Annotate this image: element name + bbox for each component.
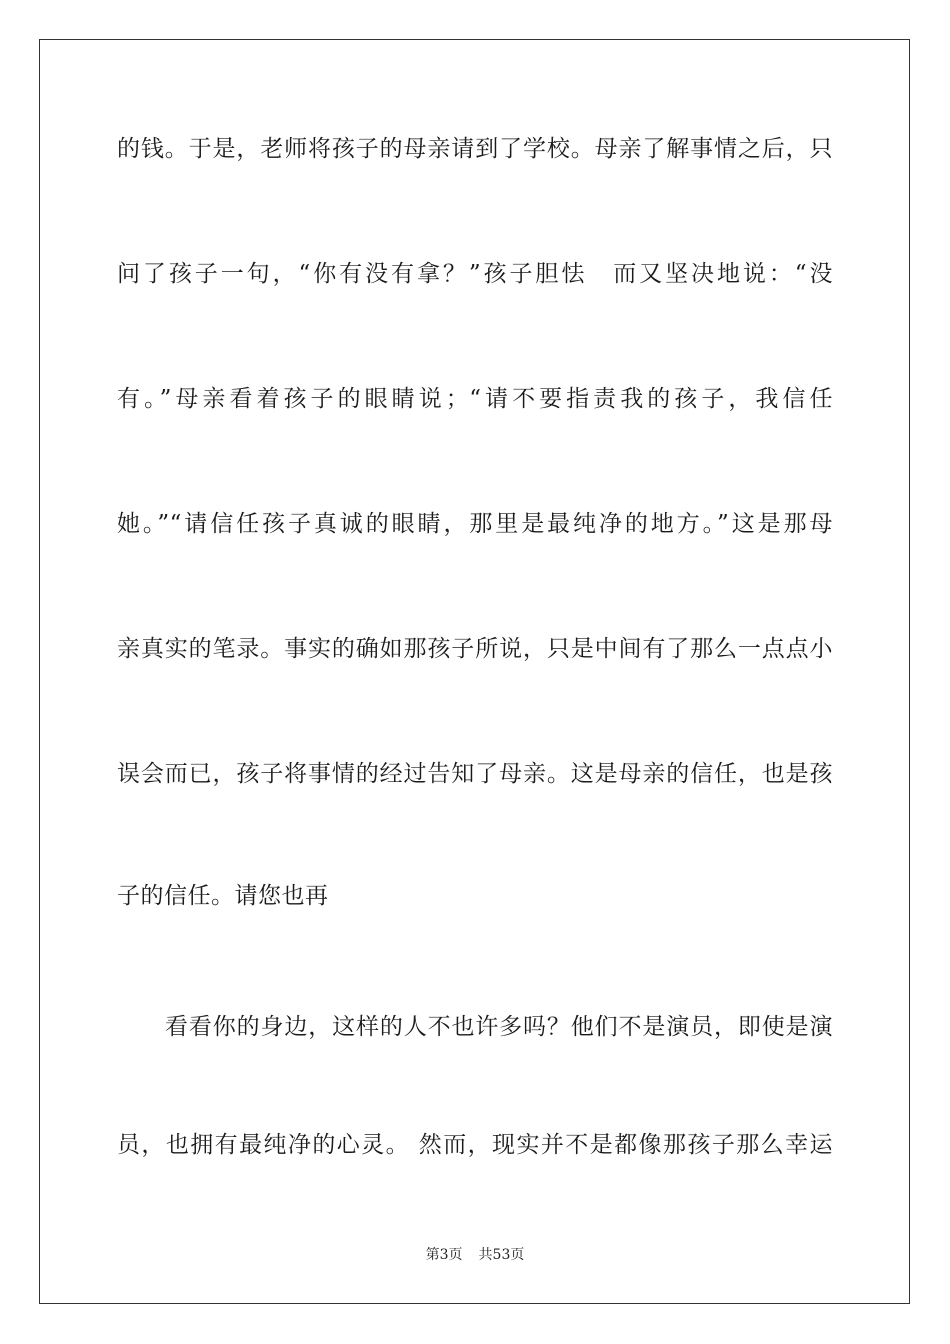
body-text-line-9: 员，也拥有最纯净的心灵。 然而，现实并不是都像那孩子那么幸运: [117, 1132, 833, 1158]
body-text-line-6: 误会而已，孩子将事情的经过告知了母亲。这是母亲的信任，也是孩: [117, 761, 833, 787]
body-text-line-8: 看看你的身边，这样的人不也许多吗？他们不是演员，即使是演: [165, 1014, 833, 1040]
page-total: 共53页: [478, 1247, 525, 1263]
page-footer: [0, 1245, 950, 1265]
page-number: 第3页: [425, 1247, 463, 1263]
body-text-line-5: 亲真实的笔录。事实的确如那孩子所说，只是中间有了那么一点点小: [117, 636, 833, 662]
body-text-line-3: 有。”母亲看着孩子的眼睛说；“请不要指责我的孩子，我信任: [117, 386, 833, 412]
body-text-line-2: 问了孩子一句，“你有没有拿？”孩子胆怯 而又坚决地说：“没: [117, 261, 833, 287]
page-border: [39, 39, 910, 1304]
body-text-line-7: 子的信任。请您也再: [117, 883, 329, 909]
body-text-line-1: 的钱。于是，老师将孩子的母亲请到了学校。母亲了解事情之后，只: [117, 136, 833, 162]
body-text-line-4: 她。”“请信任孩子真诚的眼睛，那里是最纯净的地方。”这是那母: [117, 511, 833, 537]
